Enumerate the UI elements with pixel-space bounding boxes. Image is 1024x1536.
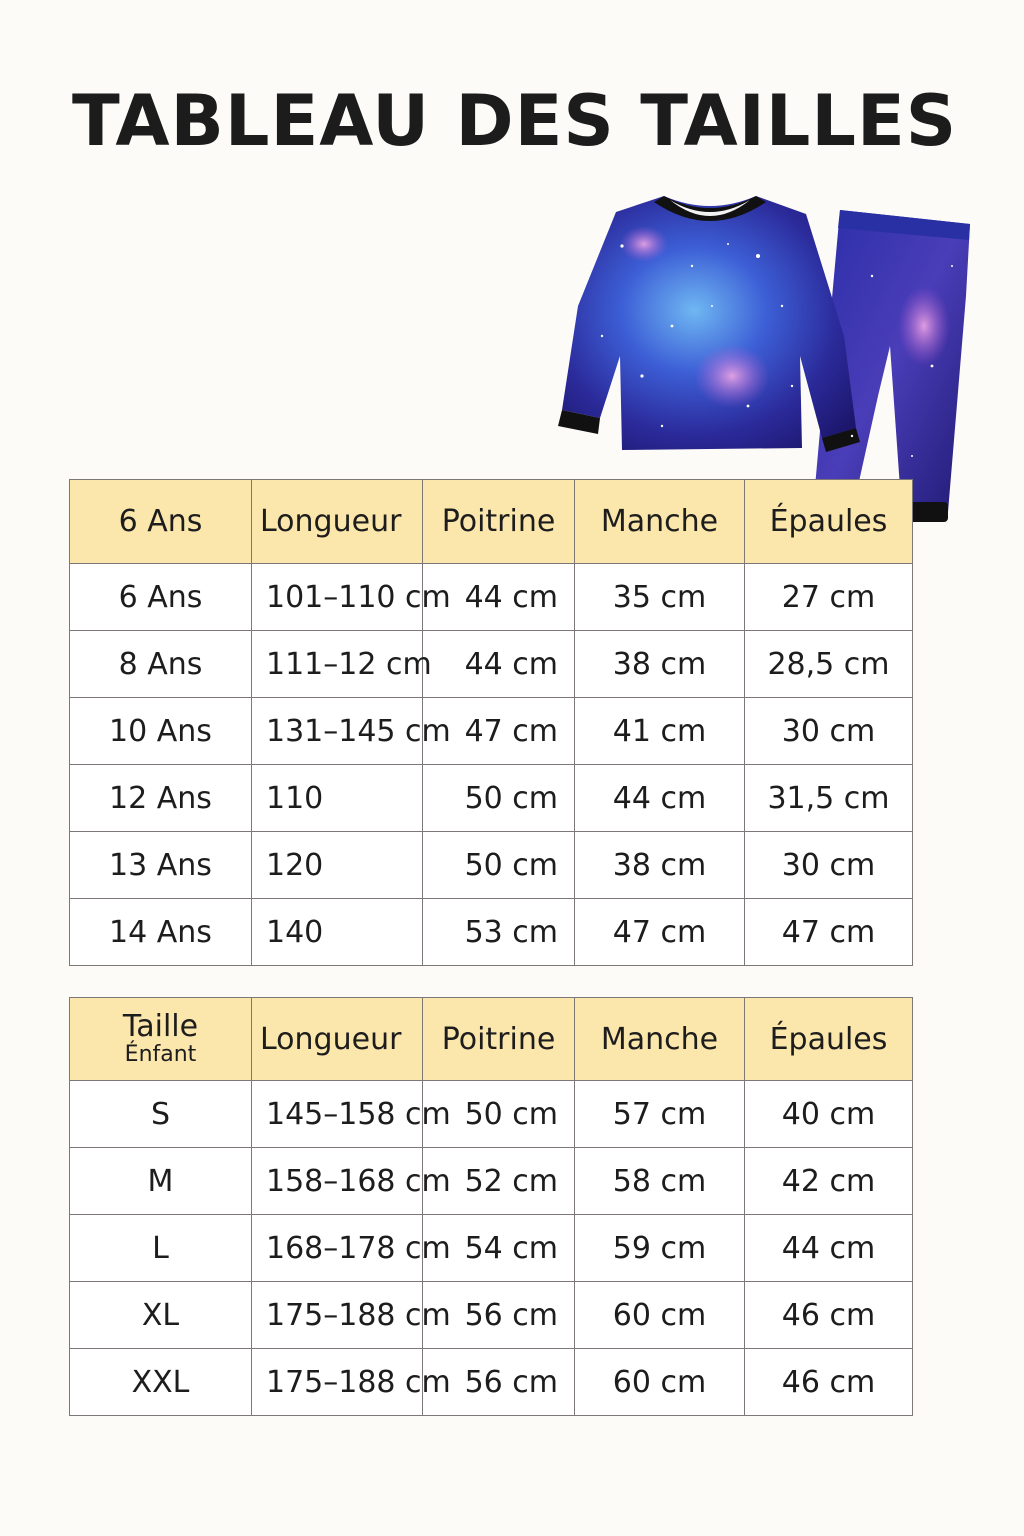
table-cell: 47 cm [745,899,913,966]
table-cell: 53 cm [423,899,575,966]
header-main-label: Taille [122,1009,199,1044]
table-cell: 44 cm [745,1215,913,1282]
table-cell: XL [70,1282,252,1349]
header-cell: Manche [575,480,745,564]
table-cell: 14 Ans [70,899,252,966]
table-header-row [70,998,913,1081]
table-cell: 101–110 cm [252,564,423,631]
table-cell: 175–188 cm [252,1282,423,1349]
table-cell: 140 [252,899,423,966]
table-cell: 111–12 cm [252,631,423,698]
table-cell: 58 cm [575,1148,745,1215]
table-cell: 110 [252,765,423,832]
table-cell: 38 cm [575,631,745,698]
table-cell: 12 Ans [70,765,252,832]
table-row [70,832,913,899]
page-title: TABLEAU DES TAILLES [72,80,958,162]
size-table-ages [69,479,913,966]
table-cell: 27 cm [745,564,913,631]
table-cell: 145–158 cm [252,1081,423,1148]
table-cell: 56 cm [423,1282,575,1349]
table-cell: 120 [252,832,423,899]
table-cell: 44 cm [423,564,575,631]
header-cell: Longueur [252,480,423,564]
size-table-letters [69,997,913,1416]
table-cell: 52 cm [423,1148,575,1215]
table-cell: 46 cm [745,1349,913,1416]
table-cell: 56 cm [423,1349,575,1416]
table-row [70,1148,913,1215]
table-cell: 40 cm [745,1081,913,1148]
header-cell: Manche [575,998,745,1081]
table-cell: 10 Ans [70,698,252,765]
table-cell: S [70,1081,252,1148]
table-cell: 168–178 cm [252,1215,423,1282]
table-cell: 44 cm [575,765,745,832]
table-cell: 41 cm [575,698,745,765]
header-cell: Épaules [745,480,913,564]
header-cell: Longueur [252,998,423,1081]
table-cell: 59 cm [575,1215,745,1282]
header-cell: 6 Ans [70,480,252,564]
header-cell [70,998,252,1081]
table-cell: 175–188 cm [252,1349,423,1416]
table-header-row [70,480,913,564]
header-cell: Poitrine [423,998,575,1081]
table-row [70,1282,913,1349]
table-cell: 158–168 cm [252,1148,423,1215]
table-cell: 13 Ans [70,832,252,899]
table-cell: 50 cm [423,1081,575,1148]
table-row [70,899,913,966]
header-cell: Épaules [745,998,913,1081]
table-row [70,765,913,832]
table-row [70,1349,913,1416]
table-cell: 60 cm [575,1349,745,1416]
table-cell: 28,5 cm [745,631,913,698]
table-cell: XXL [70,1349,252,1416]
table-cell: 31,5 cm [745,765,913,832]
table-cell: 35 cm [575,564,745,631]
table-cell: 30 cm [745,698,913,765]
table-cell: L [70,1215,252,1282]
table-cell: 60 cm [575,1282,745,1349]
table-cell: 131–145 cm [252,698,423,765]
table-cell: 54 cm [423,1215,575,1282]
table-cell: 57 cm [575,1081,745,1148]
header-cell: Poitrine [423,480,575,564]
table-row [70,698,913,765]
table-row [70,631,913,698]
header-sub-label: Énfant [124,1042,197,1067]
table-cell: M [70,1148,252,1215]
table-cell: 46 cm [745,1282,913,1349]
table-cell: 50 cm [423,765,575,832]
table-cell: 8 Ans [70,631,252,698]
table-row [70,1081,913,1148]
table-cell: 38 cm [575,832,745,899]
table-cell: 47 cm [423,698,575,765]
table-cell: 44 cm [423,631,575,698]
table-row [70,1215,913,1282]
table-cell: 42 cm [745,1148,913,1215]
table-cell: 6 Ans [70,564,252,631]
table-cell: 47 cm [575,899,745,966]
table-cell: 50 cm [423,832,575,899]
table-cell: 30 cm [745,832,913,899]
table-row [70,564,913,631]
